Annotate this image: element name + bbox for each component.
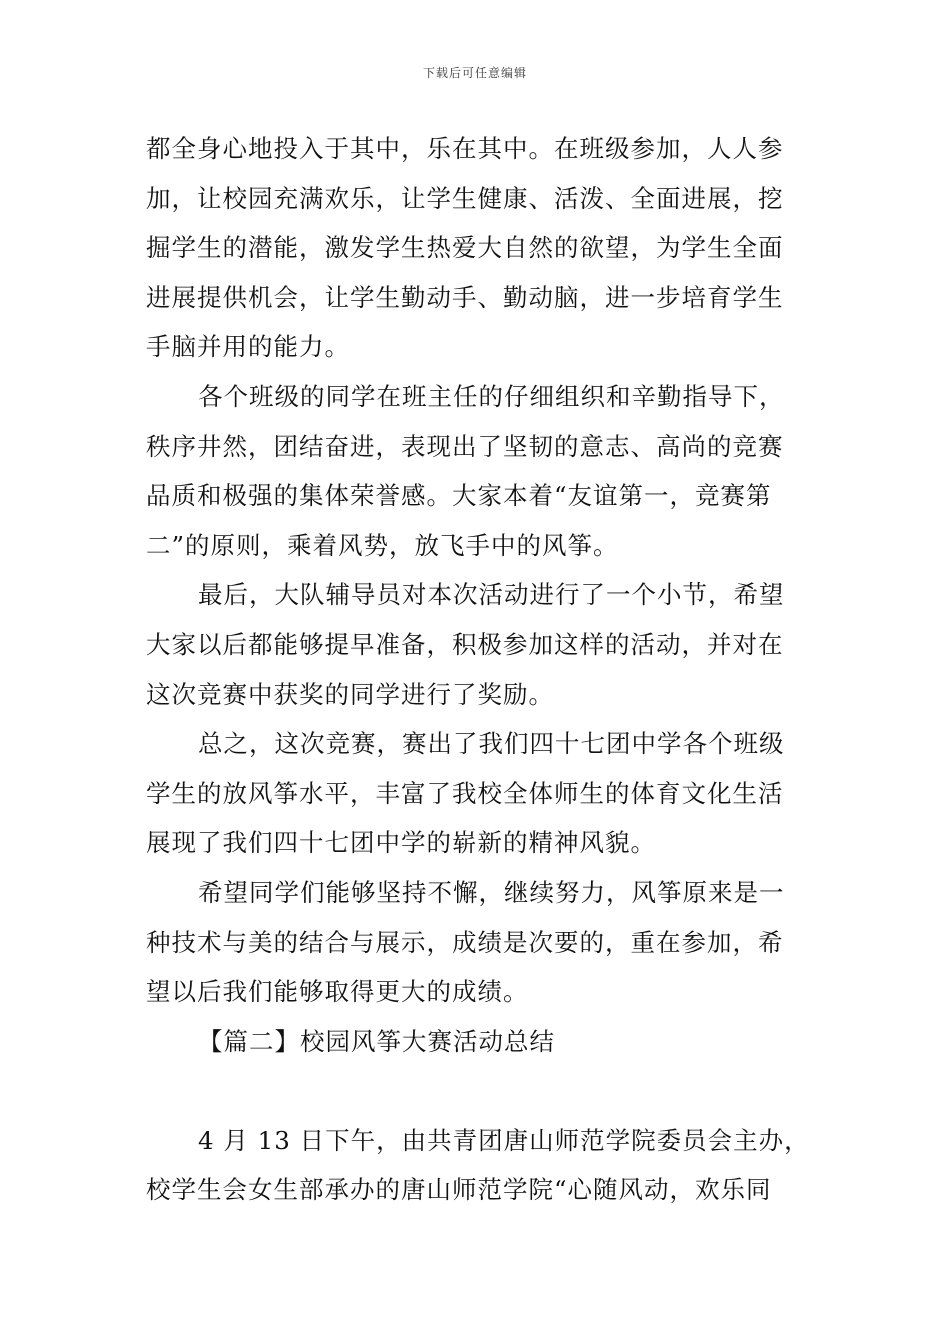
- paragraph-start-line: 各个班级的同学在班主任的仔细组织和辛勤指导下，: [198, 381, 785, 411]
- text-line: 种技术与美的结合与展示，成绩是次要的，重在参加，希: [146, 927, 784, 957]
- text-line: 校学生会女生部承办的唐山师范学院“心随风动，欢乐同: [146, 1175, 772, 1205]
- text-line: 掘学生的潜能，激发学生热爱大自然的欲望，为学生全面: [146, 233, 784, 263]
- text-line: 进展提供机会，让学生勤动手、勤动脑，进一步培育学生: [146, 282, 784, 312]
- text-line: 学生的放风筝水平，丰富了我校全体师生的体育文化生活: [146, 778, 784, 808]
- paragraph-start-line: 4 月 13 日下午，由共青团唐山师范学院委员会主办，: [198, 1125, 810, 1155]
- paragraph-start-line: 希望同学们能够坚持不懈，继续努力，风筝原来是一: [198, 877, 785, 907]
- text-line: 手脑并用的能力。: [146, 332, 350, 362]
- document-body: [146, 124, 810, 1215]
- text-line: 二”的原则，乘着风势，放飞手中的风筝。: [146, 530, 619, 560]
- text-line: 望以后我们能够取得更大的成绩。: [146, 977, 529, 1007]
- text-line: 都全身心地投入于其中，乐在其中。在班级参加，人人参: [146, 134, 784, 163]
- page-header: 下载后可任意编辑: [422, 66, 527, 80]
- text-line: 加，让校园充满欢乐，让学生健康、活泼、全面进展，挖: [146, 183, 784, 213]
- text-line: 大家以后都能够提早准备，积极参加这样的活动，并对在: [146, 629, 784, 659]
- text-line: 这次竞赛中获奖的同学进行了奖励。: [146, 679, 554, 709]
- text-line: 秩序井然，团结奋进，表现出了坚韧的意志、高尚的竞赛: [146, 431, 784, 461]
- section-heading: 【篇二】校园风筝大赛活动总结: [198, 1026, 555, 1056]
- paragraph-start-line: 总之，这次竞赛，赛出了我们四十七团中学各个班级: [198, 729, 785, 759]
- paragraph-start-line: 最后，大队辅导员对本次活动进行了一个小节，希望: [198, 580, 785, 610]
- text-line: 品质和极强的集体荣誉感。大家本着“友谊第一，竞赛第: [146, 481, 772, 511]
- blank-line: [146, 1066, 810, 1116]
- text-line: 展现了我们四十七团中学的崭新的精神风貌。: [146, 828, 656, 858]
